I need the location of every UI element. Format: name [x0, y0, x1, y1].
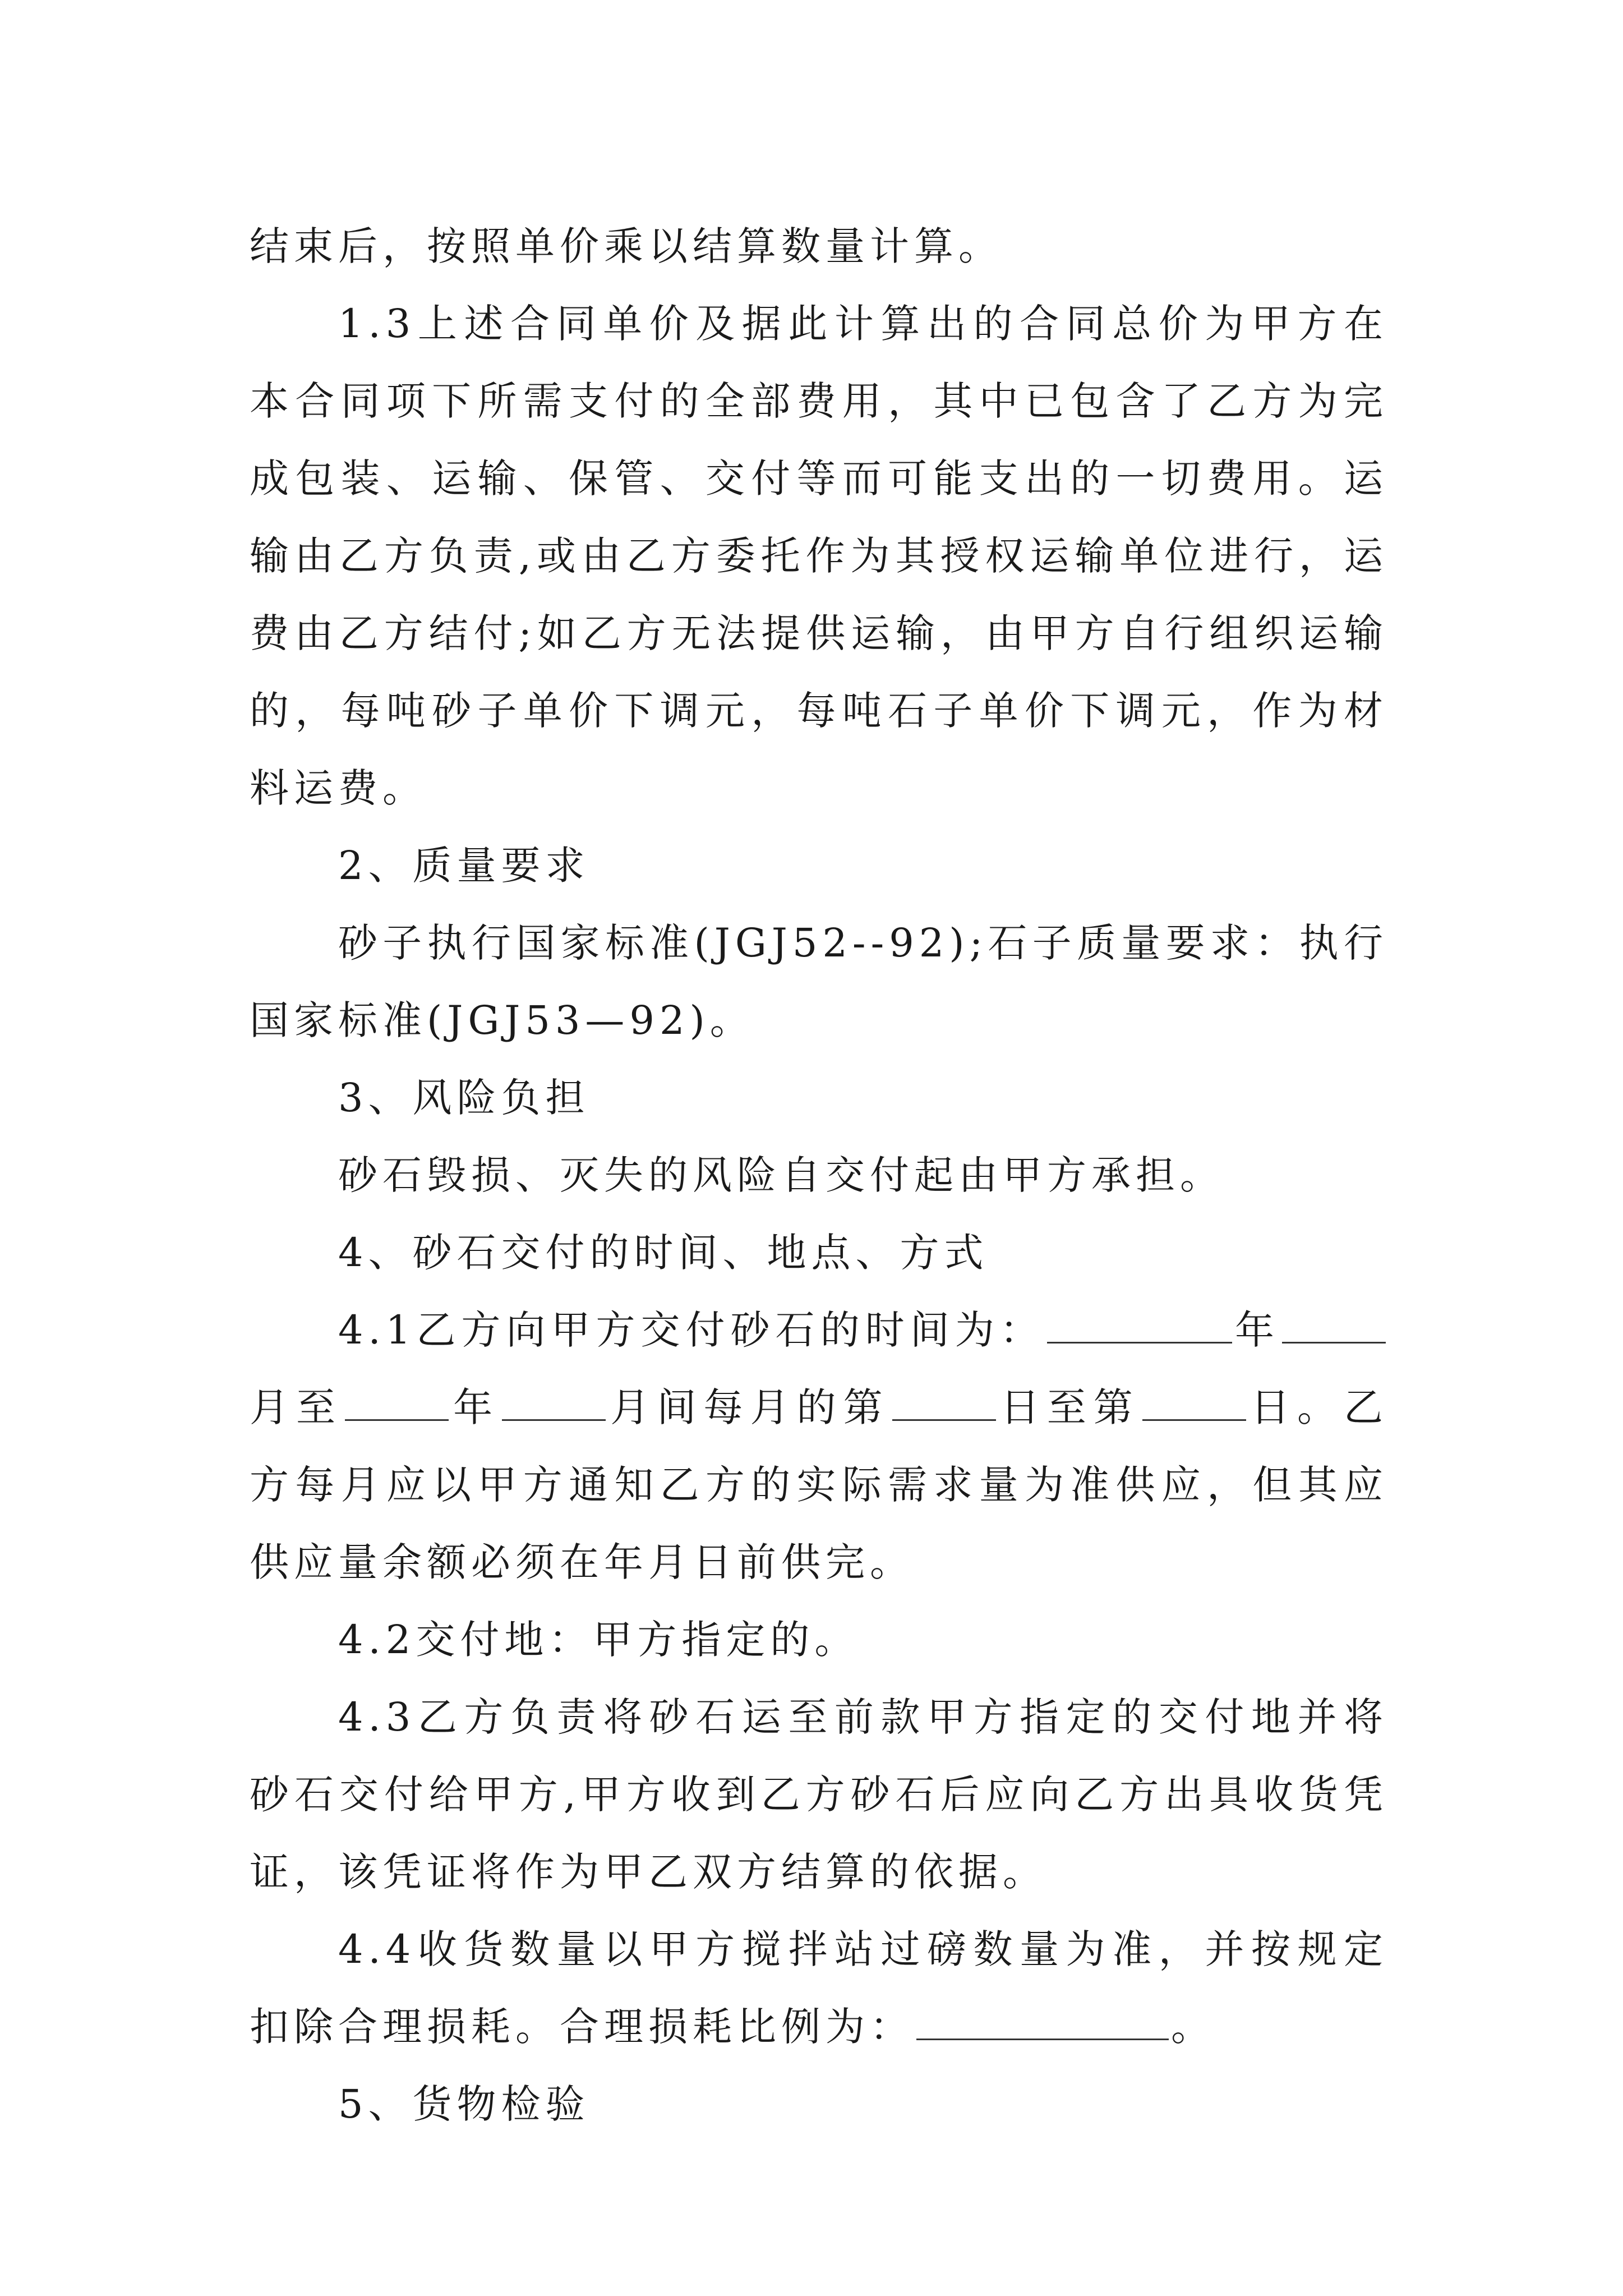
heading-delivery: 4、砂石交付的时间、地点、方式 — [338, 1230, 989, 1276]
paragraph-4-4-receipt-quantity — [250, 1911, 1388, 2065]
text-segment: 日至第 — [998, 1384, 1140, 1430]
paragraph-4-3-delivery-method: 4.3乙方负责将砂石运至前款甲方指定的交付地并将砂石交付给甲方,甲方收到乙方砂石后应向乙方出具收货凭证，该凭证将作为甲乙双方结算的依据。 — [250, 1694, 1388, 1895]
paragraph-1-3-contract-price: 1.3上述合同单价及据此计算出的合同总价为甲方在本合同项下所需支付的全部费用，其中已包含了乙方为完成包装、运输、保管、交付等而可能支出的一切费用。运输由乙方负责,或由乙方委托作为其授权运输单位进行，运费由乙方结付;如乙方无法提供运输，由甲方自行组织运输的，每吨砂子单价下调元，每吨石子单价下调元，作为材料运费。 — [250, 301, 1388, 811]
paragraph-4-2-delivery-place: 4.2交付地：甲方指定的。 — [338, 1617, 859, 1663]
blank-field-month-1 — [1282, 1307, 1386, 1343]
paragraph-quality-standards: 砂子执行国家标准(JGJ52--92);石子质量要求：执行国家标准(JGJ53—92)。 — [250, 920, 1388, 1043]
paragraph-settlement-end: 结束后，按照单价乘以结算数量计算。 — [250, 223, 1003, 269]
text-segment: 。 — [1171, 2004, 1215, 2050]
heading-quality-requirements: 2、质量要求 — [338, 843, 590, 889]
text-segment: 月间每月的第 — [608, 1384, 890, 1430]
text-segment: 年 — [451, 1384, 500, 1430]
heading-risk-bearing: 3、风险负担 — [338, 1075, 590, 1121]
text-segment: 4.4收货数量以甲方搅拌站过磅数量为准，并按规定扣除合理损耗。合理损耗比例为： — [250, 1926, 1388, 2050]
text-segment: 月至 — [250, 1384, 343, 1430]
blank-field-day-2 — [1142, 1384, 1246, 1421]
heading-goods-inspection: 5、货物检验 — [338, 2081, 590, 2127]
blank-field-year-2 — [345, 1384, 449, 1421]
paragraph-risk-transfer: 砂石毁损、灭失的风险自交付起由甲方承担。 — [338, 1152, 1224, 1198]
blank-field-year-1 — [1047, 1307, 1232, 1343]
document-body — [250, 208, 1388, 2143]
blank-field-month-2 — [502, 1384, 606, 1421]
blank-field-loss-ratio — [916, 2004, 1169, 2040]
text-segment: 日。乙方每月应以甲方通知乙方的实际需求量为准供应，但其应供应量余额必须在年月日前供完。 — [250, 1384, 1389, 1585]
blank-field-day-1 — [892, 1384, 996, 1421]
text-segment: 4.1乙方向甲方交付砂石的时间为： — [338, 1307, 1045, 1353]
text-segment: 年 — [1234, 1307, 1280, 1353]
paragraph-4-1-delivery-time — [250, 1291, 1388, 1601]
